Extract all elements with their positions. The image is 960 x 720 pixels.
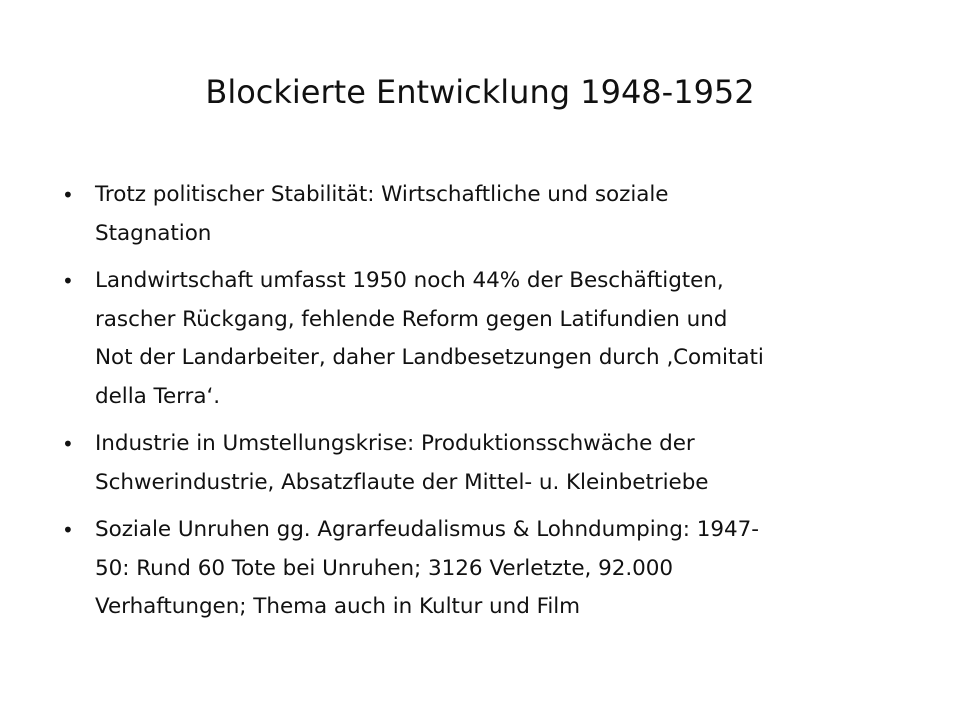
bullet-text-line: Industrie in Umstellungskrise: Produktionsschwäche der [95, 431, 695, 456]
slide-title: Blockierte Entwicklung 1948-1952 [205, 73, 755, 111]
bullet-text-line: 50: Rund 60 Tote bei Unruhen; 3126 Verletzte, 92.000 [95, 555, 674, 581]
bullet-text-line: Not der Landarbeiter, daher Landbesetzungen durch ‚Comitati [95, 345, 764, 370]
bullet-list [60, 176, 905, 636]
bullet-text-line: rascher Rückgang, fehlende Reform gegen Latifundien und [95, 306, 728, 332]
bullet-text-line: Stagnation [95, 220, 212, 246]
bullet-dot-icon: • [62, 269, 74, 293]
bullet-item [60, 511, 905, 627]
bullet-dot-icon: • [62, 518, 74, 542]
bullet-text-line: della Terra‘. [95, 383, 221, 409]
bullet-text-line: Verhaftungen; Thema auch in Kultur und Film [95, 594, 581, 619]
bullet-dot-icon: • [62, 432, 74, 456]
bullet-dot-icon: • [62, 183, 74, 207]
bullet-text-line: Trotz politischer Stabilität: Wirtschaftliche und soziale [95, 182, 669, 207]
bullet-text-line: Landwirtschaft umfasst 1950 noch 44% der Beschäftigten, [95, 268, 724, 293]
bullet-item [60, 176, 905, 253]
bullet-item [60, 262, 905, 416]
bullet-text-line: Soziale Unruhen gg. Agrarfeudalismus & Lohndumping: 1947- [95, 517, 760, 542]
bullet-text-line: Schwerindustrie, Absatzflaute der Mittel- u. Kleinbetriebe [95, 469, 709, 495]
bullet-item [60, 425, 905, 502]
